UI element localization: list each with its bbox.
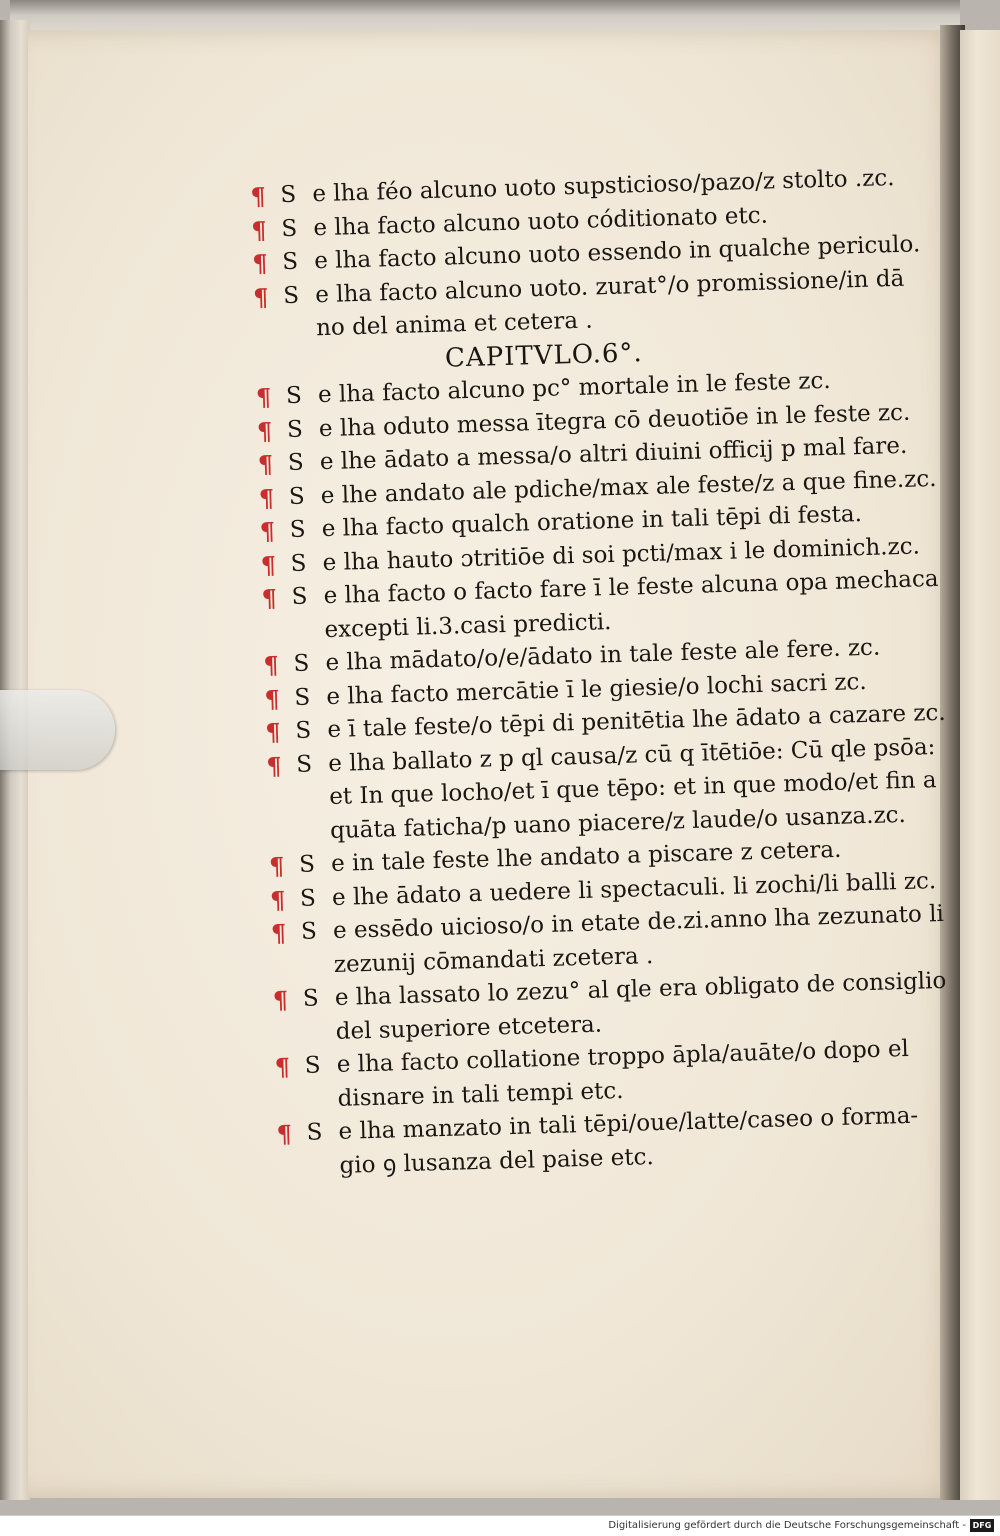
line-text: e lha mādato/o/e/ādato in tale feste ale fere. zc. — [325, 634, 881, 677]
rubric-pilcrow-icon: ¶ — [265, 750, 283, 781]
line-initial: S — [281, 215, 298, 242]
line-text: e lha hauto ɔtritiōe di soi pcti/max i le dominich.zc. — [322, 532, 921, 576]
line-text: e in tale feste lhe andato a piscare z cetera. — [330, 836, 842, 877]
text-line-continuation: disnare in tali tempi etc. — [337, 1077, 624, 1112]
footer-credit: Digitalisierung gefördert durch die Deutsche Forschungsgemeinschaft - — [608, 1520, 966, 1531]
line-text: e lhe ādato a messa/o altri diuini officij p mal fare. — [319, 432, 908, 476]
line-text: e lha facto collatione troppo āpla/auāte/o dopo el — [336, 1035, 910, 1078]
line-text: e lha facto qualch oratione in tali tēpi di festa. — [321, 501, 863, 543]
line-initial: S — [291, 583, 308, 610]
line-text: e lha facto alcuno uoto essendo in qualche periculo. — [313, 231, 921, 275]
rubric-pilcrow-icon: ¶ — [261, 583, 278, 613]
line-text: e lha facto mercātie ī le giesie/o lochi sacri zc. — [326, 668, 868, 710]
rubric-pilcrow-icon: ¶ — [250, 215, 268, 245]
line-text: e ī tale feste/o tēpi di penitētia lhe ādato a cazare zc. — [327, 699, 946, 744]
rubric-pilcrow-icon: ¶ — [259, 516, 276, 546]
rubric-pilcrow-icon: ¶ — [255, 382, 272, 412]
line-text: e lha facto alcuno uoto códitionato etc. — [312, 202, 769, 241]
text-line-continuation: et In que locho/et ī que tēpo: et in que modo/et fin a — [328, 767, 937, 811]
line-initial: S — [282, 282, 300, 309]
line-initial: S — [298, 851, 316, 878]
line-initial: S — [304, 1052, 321, 1079]
line-initial: S — [300, 918, 318, 945]
facing-page-edge — [960, 30, 1000, 1500]
line-initial: S — [295, 750, 313, 778]
rubric-pilcrow-icon: ¶ — [260, 549, 277, 580]
rubric-pilcrow-icon: ¶ — [268, 851, 285, 881]
line-text: e lha facto alcuno pc° mortale in le feste zc. — [317, 367, 832, 409]
page-stack-top — [10, 0, 960, 34]
bookmark-tab[interactable] — [0, 690, 115, 770]
text-line-continuation: quāta faticha/p uano piacere/z laude/o usanza.zc. — [329, 801, 907, 844]
line-initial: S — [293, 650, 310, 677]
rubric-pilcrow-icon: ¶ — [257, 449, 274, 479]
line-initial: S — [302, 985, 320, 1012]
line-initial: S — [285, 382, 303, 410]
rubric-pilcrow-icon: ¶ — [258, 482, 275, 513]
rubric-pilcrow-icon: ¶ — [272, 985, 289, 1015]
line-text: e essēdo uicioso/o in etate de.zi.anno lha zezunato li — [332, 900, 945, 944]
line-initial: S — [281, 248, 299, 276]
line-initial: S — [306, 1119, 323, 1146]
rubric-pilcrow-icon: ¶ — [250, 181, 267, 211]
text-line-continuation: del superiore etcetera. — [335, 1011, 603, 1045]
digitization-footer — [0, 1515, 1000, 1536]
text-line-continuation: zezunij cōmandati zcetera . — [333, 942, 654, 978]
line-text: e lha lassato lo zezu° al qle era obligato de consiglio — [334, 967, 947, 1011]
line-initial: S — [299, 884, 317, 912]
line-initial: S — [295, 717, 312, 744]
rubric-pilcrow-icon: ¶ — [270, 918, 287, 948]
text-line-continuation: gio ꝯ lusanza del paise etc. — [339, 1143, 655, 1179]
text-line-continuation: excepti li.3.casi predicti. — [324, 608, 612, 643]
rubric-pilcrow-icon: ¶ — [264, 683, 281, 714]
line-text: e lha facto alcuno uoto. zurat°/o promissione/in dā — [314, 265, 905, 308]
rubric-pilcrow-icon: ¶ — [274, 1052, 291, 1082]
rubric-pilcrow-icon: ¶ — [265, 717, 282, 747]
line-initial: S — [294, 684, 311, 711]
chapter-heading: CAPITVLO.6°. — [444, 337, 644, 374]
line-initial: S — [280, 181, 297, 209]
rubric-pilcrow-icon: ¶ — [269, 884, 286, 915]
rubric-pilcrow-icon: ¶ — [256, 415, 273, 446]
line-initial: S — [286, 416, 304, 443]
line-text: e lha oduto messa ītegra cō deuotiōe in le feste zc. — [318, 399, 911, 442]
line-text: e lhe ādato a uedere li spectaculi. li zochi/li balli zc. — [331, 867, 937, 911]
line-text: e lha manzato in tali tēpi/oue/latte/caseo o forma- — [338, 1102, 919, 1145]
line-initial: S — [288, 483, 305, 510]
text-line-continuation: no del anima et cetera . — [315, 307, 593, 342]
line-initial: S — [290, 550, 307, 577]
rubric-pilcrow-icon: ¶ — [251, 248, 269, 278]
rubric-pilcrow-icon: ¶ — [252, 282, 269, 312]
line-text: e lha féo alcuno uoto supsticioso/pazo/z stolto .zc. — [312, 165, 895, 208]
line-initial: S — [287, 449, 305, 477]
line-text: e lha ballato z p ql causa/z cū q ītētiōe: Cū qle psōa: — [327, 733, 936, 777]
line-initial: S — [289, 516, 306, 544]
rubric-pilcrow-icon: ¶ — [276, 1119, 293, 1149]
rubric-pilcrow-icon: ¶ — [263, 650, 280, 680]
line-text: e lhe andato ale pdiche/max ale feste/z a que fine.zc. — [320, 465, 937, 509]
page-text — [250, 161, 958, 1185]
line-text: e lha facto o facto fare ī le feste alcuna opa mechaca — [323, 565, 939, 610]
dfg-logo-icon: DFG — [970, 1519, 994, 1532]
